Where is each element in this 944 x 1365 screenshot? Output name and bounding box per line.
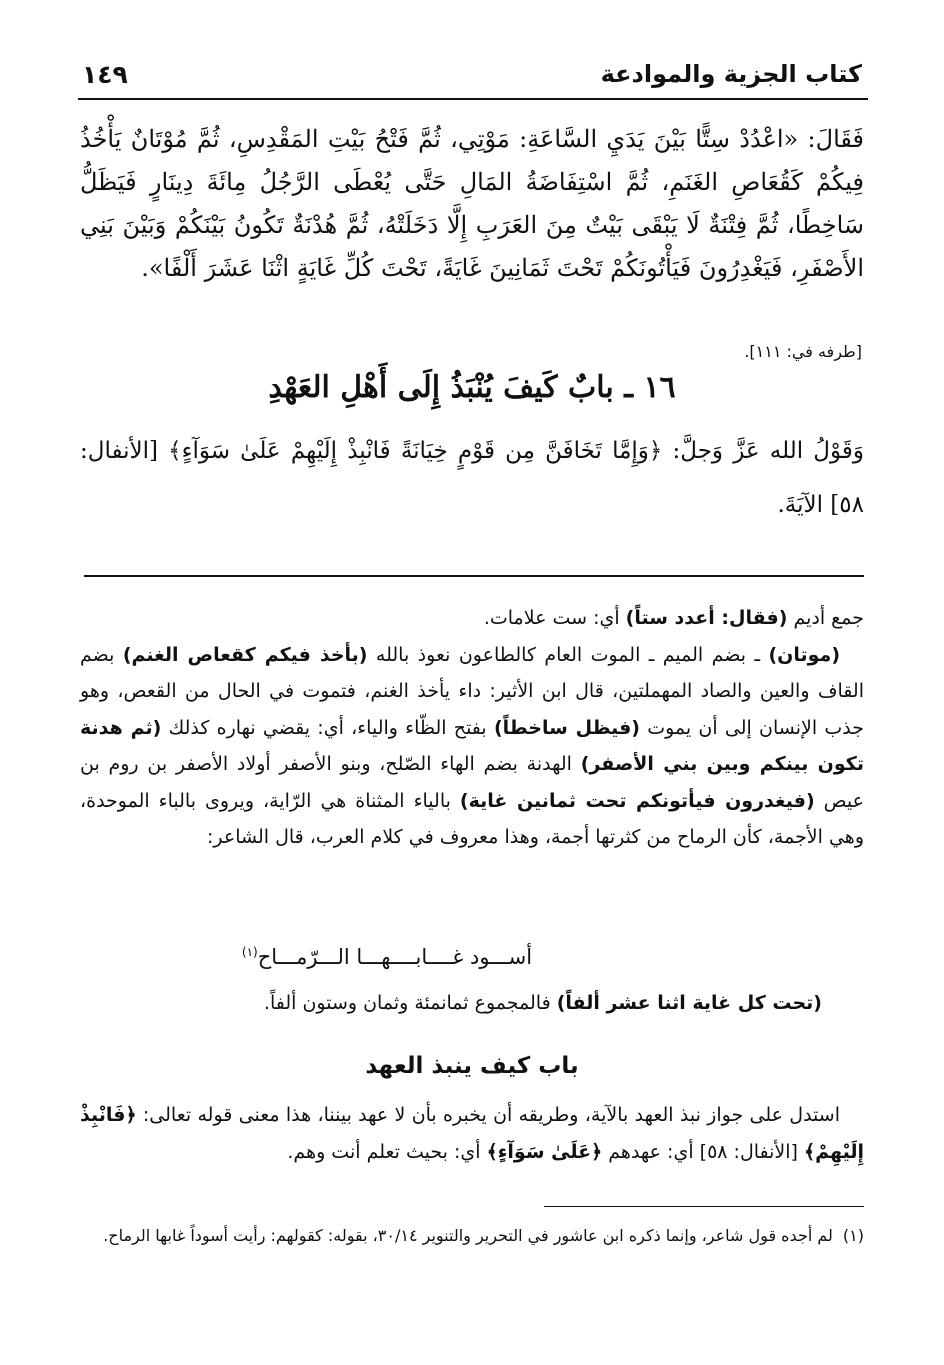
section-heading: باب كيف ينبذ العهد [365, 1053, 579, 1079]
commentary-lemma: (ثم هدنة تكون بينكم وبين بني الأصفر) [80, 716, 864, 775]
chapter-verse: وَقَوْلُ الله عَزَّ وَجلَّ: ﴿وَإِمَّا تَخَافَنَّ مِن قَوْمٍ خِيَانَةً فَانْبِذْ إِلَيْهِمْ عَلَىٰ سَوَآءٍ﴾ [الأنفال: ٥٨] الآيَةَ. [80, 438, 864, 518]
commentary-text: ـ بضم الميم ـ الموت العام كالطاعون نعوذ بالله [367, 643, 769, 666]
commentary-lemma: (فقال: أعدد ستاً) [625, 607, 788, 629]
commentary-lemma: (موتان) [768, 643, 840, 666]
hadith-reference: [طرفه في: ١١١]. [744, 342, 862, 361]
footnote-number: (١) [842, 1226, 864, 1245]
commentary-paragraph-3 [80, 985, 864, 1021]
commentary-text: فالمجموع ثمانمئة وثمان وستون ألفاً. [263, 992, 557, 1014]
section-text-run: استدل على جواز نبذ العهد بالآية، وطريقه أن يخبره بأن لا عهد بيننا، هذا معنى قوله تعالى: [136, 1104, 840, 1126]
section-text [80, 1097, 864, 1170]
footnote-marker[interactable]: (١) [241, 945, 258, 959]
footnote-text: لم أجده قول شاعر، وإنما ذكره ابن عاشور في التحرير والتنوير ٣٠/١٤، بقوله: كقولهم: رأيت أسوداً غابها الرماح. [103, 1226, 833, 1245]
page-number: ١٤٩ [82, 60, 128, 89]
quran-quote: ﴿عَلَىٰ سَوَآءٍ﴾ [486, 1140, 603, 1163]
commentary-paragraph-2 [80, 637, 864, 856]
section-paragraph [80, 1097, 864, 1170]
chapter-heading: ١٦ ـ بابٌ كَيفَ يُنْبَذُ إِلَى أَهْلِ العَهْدِ [268, 370, 676, 405]
header-divider [78, 98, 868, 100]
footnote [80, 1220, 864, 1252]
quran-quote: ﴿فَانْبِذْ إِلَيْهِمْ﴾ [80, 1104, 864, 1163]
footnote-divider [544, 1206, 864, 1207]
commentary-text: أي: ست علامات. [483, 607, 626, 629]
commentary-lemma: (تحت كل غاية اثنا عشر ألفاً) [556, 992, 822, 1014]
commentary-text: بالياء المثناة هي الرّاية، ويروى بالباء الموحدة، وهي الأجمة، كأن الرماح من كثرتها أجمة، وهذا معروف في كلام العرب، قال الشاعر: [80, 789, 864, 848]
commentary-text: بضم القاف والعين والصاد المهملتين، قال ابن الأثير: داء يأخذ الغنم، فتموت في الحال من القعص، وهو جذب الإنسان إلى أن يموت [80, 643, 864, 739]
commentary-lemma: (بأخذ فيكم كقعاص الغنم) [122, 643, 368, 666]
commentary-text: الهدنة بضم الهاء الصّلح، وبنو الأصفر أولاد الأصفر بن روم بن عيص [80, 753, 864, 812]
commentary-paragraph-1 [80, 600, 864, 637]
running-header-title: كتاب الجزية والموادعة [600, 60, 862, 88]
commentary-text: بفتح الظّاء والياء، أي: يقضي نهاره كذلك [161, 716, 494, 739]
poem-text: أســـود غــــابــــهـــا الـــرّمـــاح [257, 945, 533, 969]
commentary-divider [84, 575, 864, 577]
commentary-lemma: (فيغدرون فيأتونكم تحت ثمانين غاية) [459, 789, 815, 812]
hadith-text: فَقَالَ: «اعْدُدْ سِتًّا بَيْنَ يَدَيِ السَّاعَةِ: مَوْتِي، ثُمَّ فَتْحُ بَيْتِ المَقْدِسِ، ثُمَّ مُوْتَانٌ يَأْخُذُ فِيكُمْ كَقُعَاصِ الغَنَمِ، ثُمَّ اسْتِفَاضَةُ المَالِ حَتَّى يُعْطَى الرَّجُلُ مِائَةَ دِينَارٍ فَيَظَلُّ سَاخِطًا، ثُمَّ فِتْنَةٌ لَا يَبْقَى بَيْتٌ مِنَ العَرَبِ إِلَّا دَخَلَتْهُ، ثُمَّ هُدْنَةٌ تَكُونُ بَيْنَكُمْ وَبَيْنَ بَنِي الأَصْفَرِ، فَيَغْدِرُونَ فَيَأْتُونَكُمْ تَحْتَ ثَمَانِينَ غَايَةً، تَحْتَ كُلِّ غَايَةٍ اثْنَا عَشَرَ أَلْفًا». [80, 125, 864, 282]
poem-verse [80, 934, 694, 975]
section-text-run: [الأنفال: ٥٨] أي: عهدهم [602, 1140, 805, 1163]
section-text-run: أي: بحيث تعلم أنت وهم. [287, 1140, 487, 1163]
commentary-text: جمع أديم [787, 607, 864, 629]
commentary-lemma: (فيظل ساخطاً) [493, 716, 640, 739]
commentary-block [80, 600, 864, 856]
